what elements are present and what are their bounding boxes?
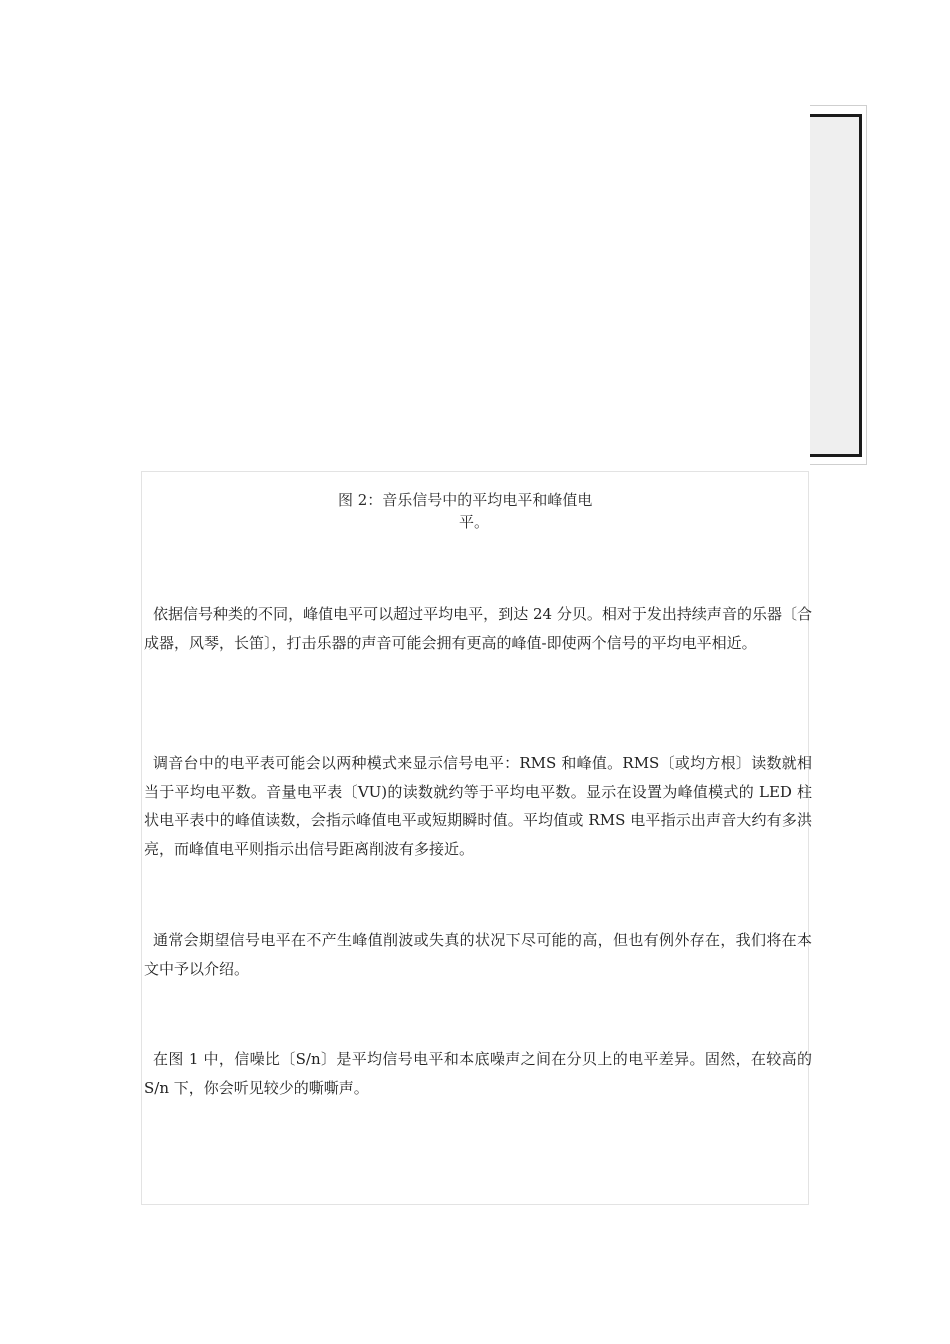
paragraph-peak-level: 依据信号种类的不同，峰值电平可以超过平均电平，到达 24 分贝。相对于发出持续声音的乐器〔合成器，风琴，长笛〕，打击乐器的声音可能会拥有更高的峰值-即使两个信号的平均电平相近。 bbox=[144, 605, 812, 652]
paragraph-level-meter: 调音台中的电平表可能会以两种模式来显示信号电平：RMS 和峰值。RMS〔或均方根〕读数就相当于平均电平数。音量电平表〔VU)的读数就约等于平均电平数。显示在设置为峰值模式的 LED 柱状电平表中的峰值读数，会指示峰值电平或短期瞬时值。平均值或 RMS 电平指示出声音大约有多洪亮，而峰值电平则指示出信号距离削波有多接近。 bbox=[144, 754, 812, 858]
figure-image-placeholder bbox=[810, 114, 862, 457]
figure-caption-line-2: 平。 bbox=[459, 513, 490, 531]
figure-caption bbox=[141, 489, 809, 533]
figure-caption-line-1: 图 2：音乐信号中的平均电平和峰值电 bbox=[338, 491, 593, 509]
paragraph-signal-level: 通常会期望信号电平在不产生峰值削波或失真的状况下尽可能的高，但也有例外存在，我们将在本文中予以介绍。 bbox=[144, 931, 812, 978]
paragraph-snr: 在图 1 中，信噪比〔S/n〕是平均信号电平和本底噪声之间在分贝上的电平差异。固然，在较高的 S/n 下，你会听见较少的嘶嘶声。 bbox=[144, 1050, 812, 1097]
